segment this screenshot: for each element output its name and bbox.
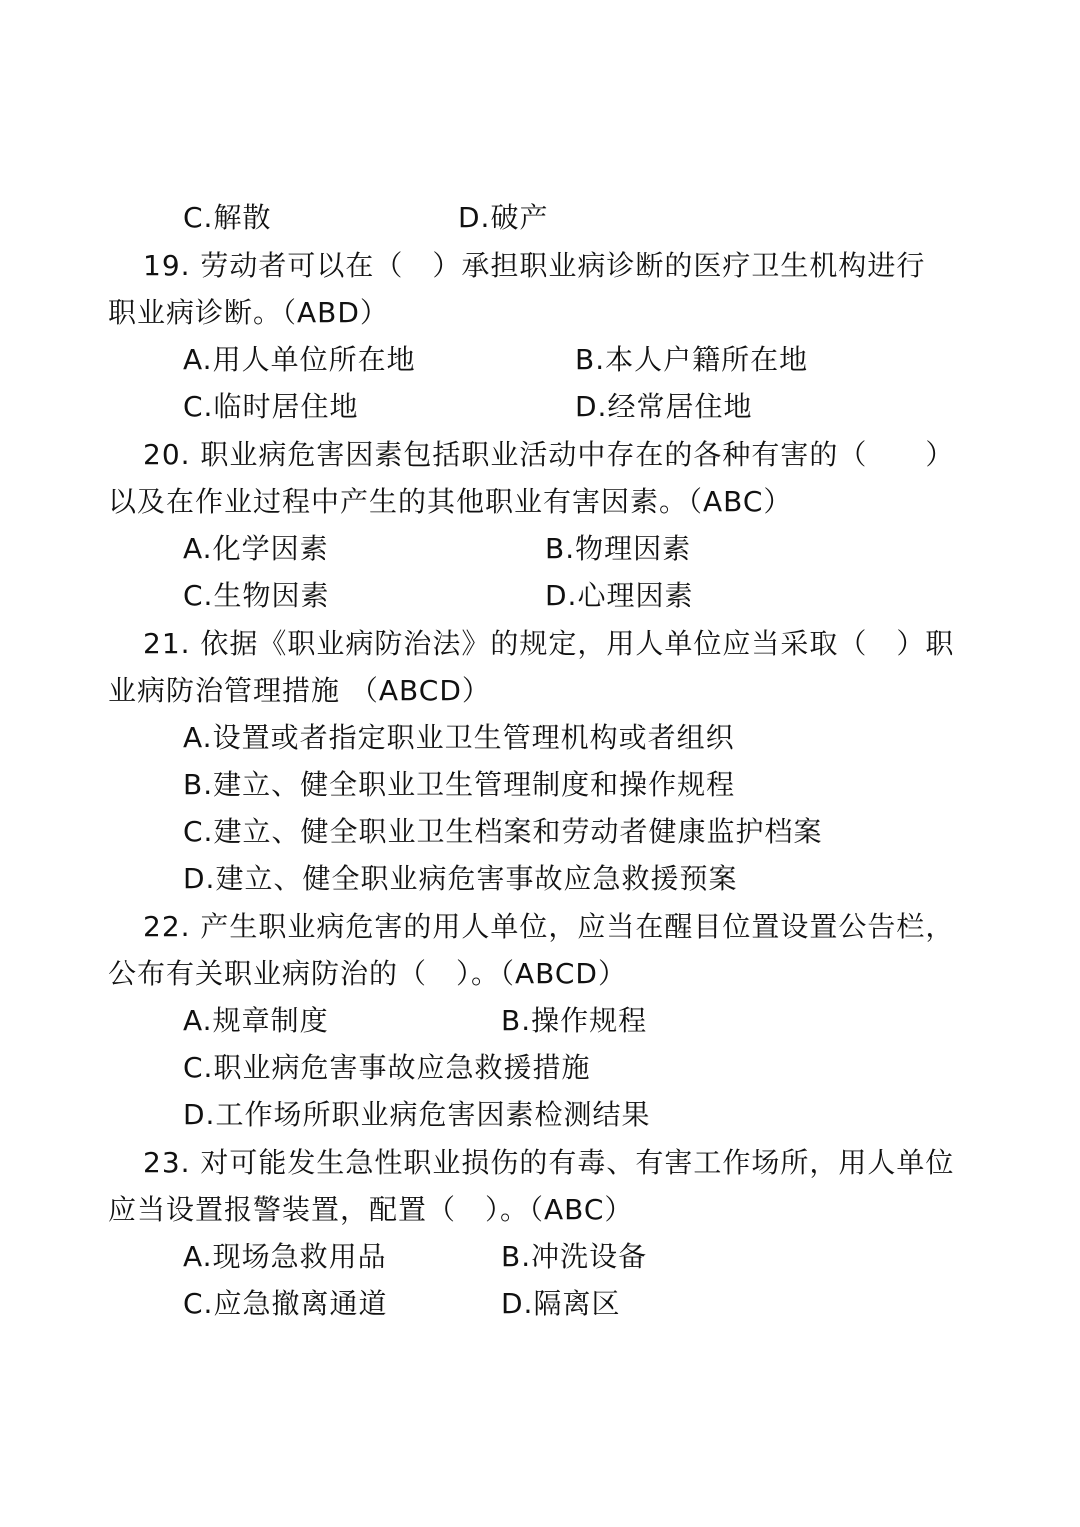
q21-option-c: C.建立、健全职业卫生档案和劳动者健康监护档案: [183, 815, 823, 848]
q22-option-b: B.操作规程: [501, 1004, 648, 1037]
q19-option-c: C.临时居住地: [183, 390, 359, 423]
q22-option-a: A.规章制度: [183, 1004, 329, 1037]
q22-option-d: D.工作场所职业病危害因素检测结果: [183, 1098, 651, 1131]
q23-option-d: D.隔离区: [501, 1287, 621, 1320]
q19-stem-line2: 职业病诊断。（ABD）: [108, 296, 389, 329]
q21-stem-line1: 21. 依据《职业病防治法》的规定，用人单位应当采取（ ）职: [143, 627, 955, 660]
q21-stem-line2: 业病防治管理措施 （ABCD）: [108, 674, 491, 707]
q21-option-d: D.建立、健全职业病危害事故应急救援预案: [183, 862, 738, 895]
q20-option-d: D.心理因素: [545, 579, 694, 612]
q20-stem-line1: 20. 职业病危害因素包括职业活动中存在的各种有害的（ ）: [143, 438, 955, 471]
q20-option-b: B.物理因素: [545, 532, 692, 565]
q21-option-a: A.设置或者指定职业卫生管理机构或者组织: [183, 721, 735, 754]
q22-stem-line1: 22. 产生职业病危害的用人单位，应当在醒目位置设置公告栏，: [143, 910, 955, 943]
q22-option-c: C.职业病危害事故应急救援措施: [183, 1051, 591, 1084]
q20-option-a: A.化学因素: [183, 532, 329, 565]
q23-stem-line1: 23. 对可能发生急性职业损伤的有毒、有害工作场所，用人单位: [143, 1146, 955, 1179]
q21-option-b: B.建立、健全职业卫生管理制度和操作规程: [183, 768, 736, 801]
q23-option-c: C.应急撤离通道: [183, 1287, 388, 1320]
q19-option-a: A.用人单位所在地: [183, 343, 416, 376]
q18-option-d: D.破产: [458, 201, 549, 234]
q18-option-c: C.解散: [183, 201, 272, 234]
q20-option-c: C.生物因素: [183, 579, 330, 612]
q22-stem-line2: 公布有关职业病防治的（ ）。（ABCD）: [108, 957, 627, 990]
q20-stem-line2: 以及在作业过程中产生的其他职业有害因素。（ABC）: [108, 485, 793, 518]
q19-stem-line1: 19. 劳动者可以在（ ）承担职业病诊断的医疗卫生机构进行: [143, 249, 926, 282]
q23-stem-line2: 应当设置报警装置，配置（ ）。（ABC）: [108, 1193, 634, 1226]
q19-option-b: B.本人户籍所在地: [575, 343, 809, 376]
q23-option-a: A.现场急救用品: [183, 1240, 387, 1273]
q23-option-b: B.冲洗设备: [501, 1240, 648, 1273]
q19-option-d: D.经常居住地: [575, 390, 753, 423]
